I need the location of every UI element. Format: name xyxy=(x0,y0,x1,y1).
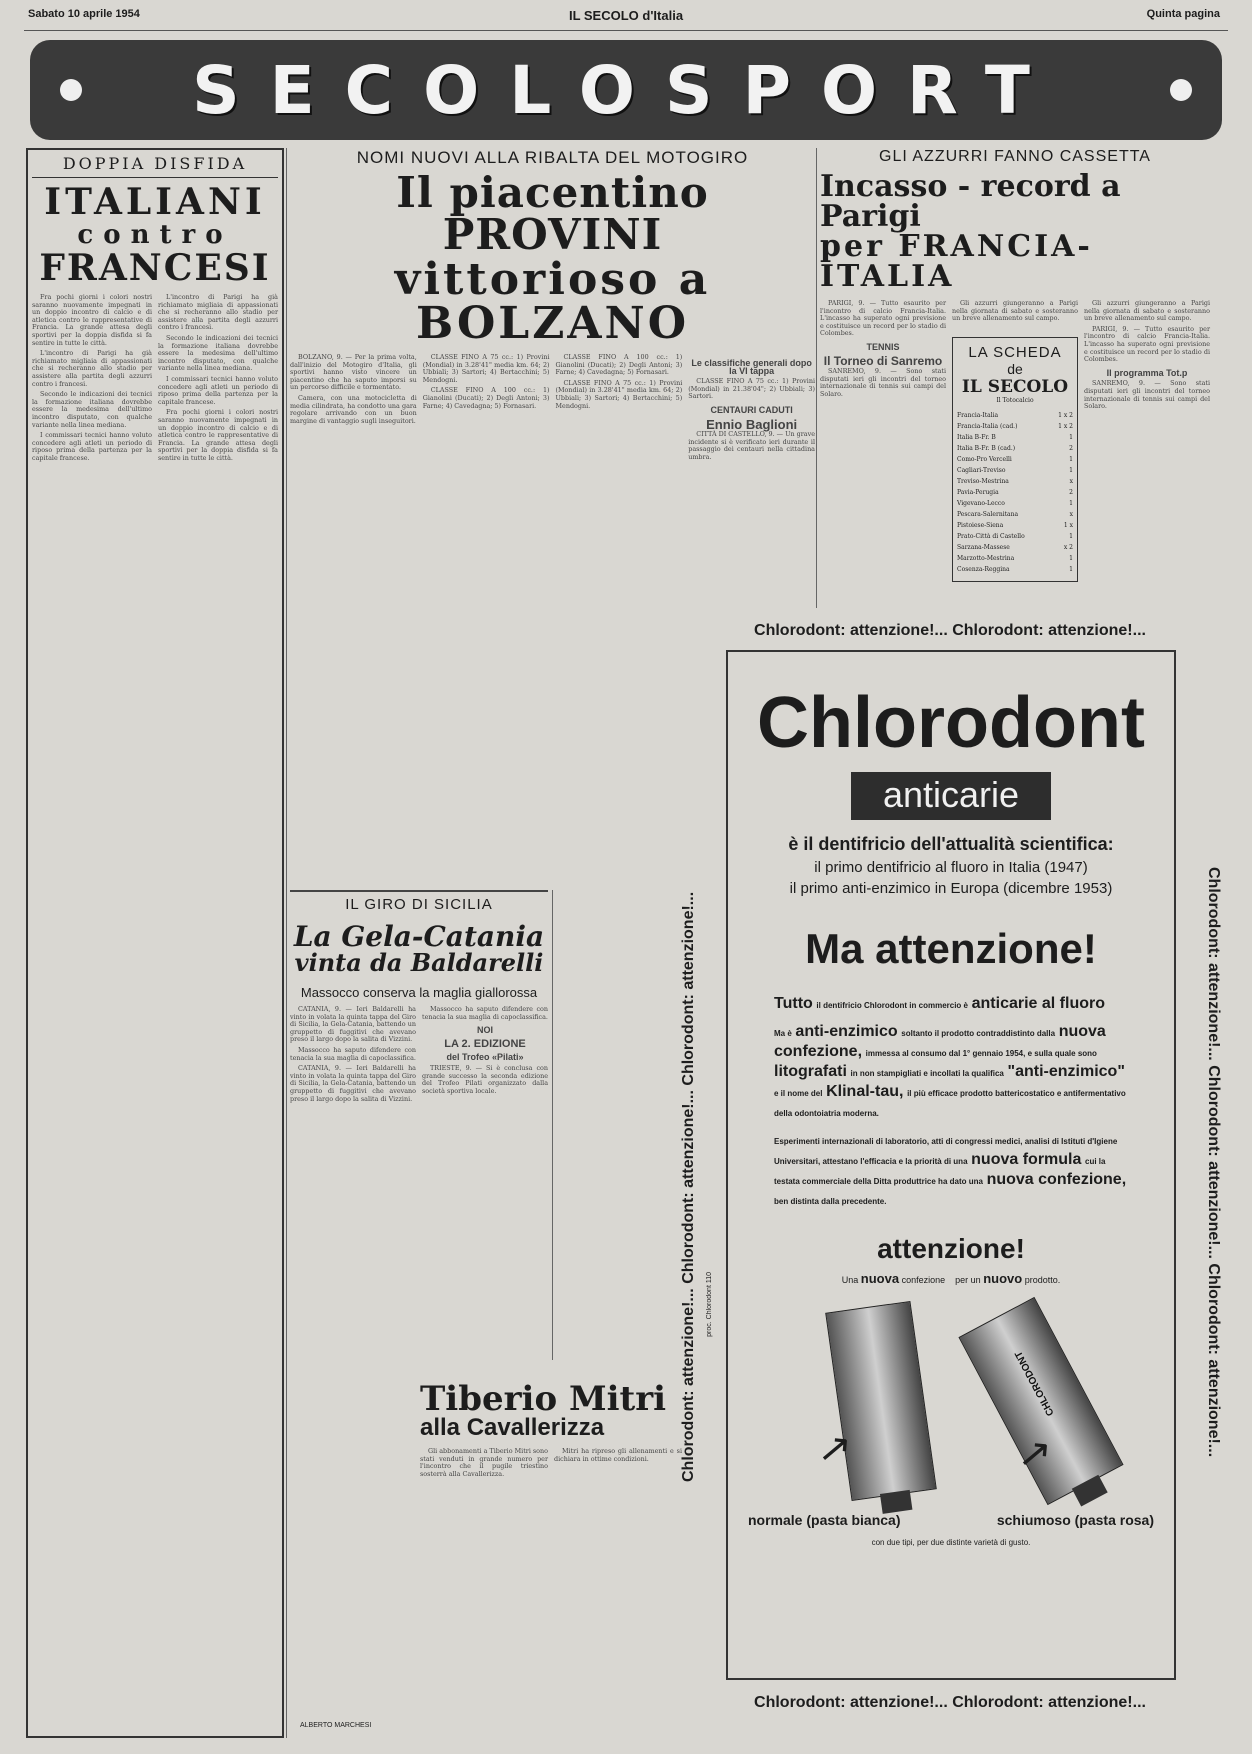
scheda-pick: 1 xyxy=(1069,532,1073,540)
paragraph: I commissari tecnici hanno voluto concedere agli atleti un periodo di riposo prima della partenza per la capitale francese. xyxy=(32,431,152,462)
author-signature: ALBERTO MARCHESI xyxy=(300,1722,372,1729)
ad-text: confezione xyxy=(901,1275,946,1285)
article-body xyxy=(820,300,946,582)
article-kicker: IL GIRO DI SICILIA xyxy=(290,890,548,913)
article-kicker: DOPPIA DISFIDA xyxy=(32,154,278,178)
programma-label: Il programma Tot.p xyxy=(1106,367,1188,378)
scheda-row xyxy=(957,410,1073,421)
ad-text: per un xyxy=(955,1275,981,1285)
ad-sub-2: il primo anti-enzimico in Europa (dicembre 1953) xyxy=(789,880,1113,897)
scheda-pick: 1 xyxy=(1069,466,1073,474)
ad-variants xyxy=(728,1512,1174,1528)
paragraph: Gli azzurri giungeranno a Parigi nella giornata di sabato e sosteranno un breve allenamento sul campo. xyxy=(1084,299,1210,323)
article-body xyxy=(1084,300,1210,582)
variant-normale: normale (pasta bianca) xyxy=(748,1512,901,1528)
tennis-headline: Il Torneo di Sanremo xyxy=(823,353,943,368)
variant-schiumoso: schiumoso (pasta rosa) xyxy=(996,1512,1154,1528)
ad-ma-attenzione: Ma attenzione! xyxy=(805,925,1097,972)
ad-tagline: è il dentifricio dell'attualità scientifica: xyxy=(788,834,1114,854)
article-body xyxy=(422,1006,548,1106)
scheda-match: Vigevano-Lecco xyxy=(957,499,1005,507)
ad-text: Ma è xyxy=(774,1029,792,1038)
article-giro-sicilia xyxy=(290,890,548,1106)
scheda-match: Marzotto-Mestrina xyxy=(957,554,1015,562)
article-tiberio-mitri xyxy=(420,1370,682,1481)
ad-text: immessa al consumo dal 1° gennaio 1954, e sulla quale sono xyxy=(865,1049,1097,1058)
caduti-name: Ennio Baglioni xyxy=(706,416,798,432)
scheda-row xyxy=(957,487,1073,498)
paragraph: CLASSE FINO A 100 cc.: 1) Gianolini (Ducati); 2) Degli Antoni; 3) Farne; 4) Cavedagna; 5) Fornasari. xyxy=(422,386,550,410)
paragraph: CITTÀ DI CASTELLO, 9. — Un grave incidente si è verificato ieri durante il passaggio dei centauri nella cittadina umbra. xyxy=(688,430,815,461)
paragraph: SANREMO, 9. — Sono stati disputati ieri gli incontri del torneo internazionale di tennis sui campi del Solaro. xyxy=(1084,379,1210,411)
ad-text: soltanto il prodotto contraddistinto dalla xyxy=(901,1029,1056,1038)
scheda-match: Pavia-Perugia xyxy=(957,488,999,496)
scheda-match: Cosenza-Reggina xyxy=(957,565,1010,573)
headline-bolzano: vittorioso a BOLZANO xyxy=(394,254,711,349)
ad-text: il più efficace prodotto battericostatico e antifermentativo della odontoiatria moderna. xyxy=(774,1089,1126,1118)
scheda-match: Pistoiese-Siena xyxy=(957,521,1004,529)
ad-text: cui la testata commerciale della Ditta produttrice ha dato una xyxy=(774,1157,1106,1186)
trofeo-label: del Trofeo «Pilati» xyxy=(446,1052,524,1063)
ad-text: Tutto xyxy=(774,995,813,1012)
scheda-match: Italia B-Fr. B xyxy=(957,433,996,441)
ad-text: nuova xyxy=(860,1271,900,1286)
column-divider xyxy=(552,890,553,1360)
chlorodont-advertisement xyxy=(680,622,1222,1712)
scheda-secolo: IL SECOLO xyxy=(961,376,1069,397)
article-body xyxy=(290,354,417,465)
giro-subtitle: Massocco conserva la maglia giallorossa xyxy=(300,985,538,1000)
headline-incasso: Incasso - record a Parigi xyxy=(820,169,1121,234)
paragraph: Massocco ha saputo difendere con tenacia la sua maglia di capoclassifica. xyxy=(290,1045,416,1062)
scheda-row xyxy=(957,498,1073,509)
scheda-pick: x 2 xyxy=(1063,543,1073,551)
article-azzurri xyxy=(820,148,1210,582)
headline-francia-italia: per FRANCIA-ITALIA xyxy=(820,229,1093,294)
secolosport-banner xyxy=(30,40,1222,140)
ad-text: e il nome del xyxy=(774,1089,823,1098)
article-kicker: GLI AZZURRI FANNO CASSETTA xyxy=(879,148,1151,165)
scheda-pick: 1 x xyxy=(1063,521,1073,529)
ad-brand: Chlorodont xyxy=(757,683,1145,763)
scheda-row xyxy=(957,443,1073,454)
scheda-match: Como-Pro Vercelli xyxy=(957,455,1012,463)
scheda-row xyxy=(957,454,1073,465)
paragraph: SANREMO, 9. — Sono stati disputati ieri gli incontri del torneo internazionale di tennis sui campi del Solaro. xyxy=(820,367,946,398)
scheda-row xyxy=(957,421,1073,432)
paragraph: Gli abbonamenti a Tiberio Mitri sono stati venduti in grande numero per l'incontro che il pugile triestino sosterrà alla Cavallerizza. xyxy=(420,1447,548,1478)
scheda-match: Francia-Italia xyxy=(957,411,999,419)
paragraph: CLASSE FINO A 75 cc.: 1) Provini (Mondial) in 3.28'41" media km. 64; 2) Ubbiali; 3) Sartori; 4) Bertacchini; 5) Mendogni. xyxy=(555,378,683,410)
scheda-row xyxy=(957,520,1073,531)
paragraph: Fra pochi giorni i colori nostri saranno nuovamente impegnati in un doppio incontro di calcio e di atletica contro le rappresentative di Francia. La grande attesa degli sportivi per la doppia disfida si fa sentire in tutte le città. xyxy=(158,408,278,462)
ad-sub-1: il primo dentifricio al fluoro in Italia (1947) xyxy=(814,859,1088,876)
ad-inner xyxy=(726,650,1176,1680)
paragraph: Massocco ha saputo difendere con tenacia la sua maglia di capoclassifica. xyxy=(422,1005,548,1021)
headline-cavallerizza: alla Cavallerizza xyxy=(420,1414,605,1441)
banner-title: SECOLOSPORT xyxy=(192,51,1060,129)
column-divider xyxy=(286,148,287,1738)
scheda-table xyxy=(957,410,1073,575)
ad-text: litografati xyxy=(774,1063,847,1080)
paragraph: PARIGI, 9. — Tutto esaurito per l'incontro di calcio Francia-Italia. L'incasso ha superato ogni previsione e costituisce un record per lo stadio di Colombes. xyxy=(1084,324,1210,364)
article-body xyxy=(952,300,1078,323)
paragraph: TRIESTE, 9. — Si è conclusa con grande successo la seconda edizione del Trofeo Pilati organizzato dalla società sportiva locale. xyxy=(422,1063,548,1095)
edizione-label: LA 2. EDIZIONE xyxy=(444,1037,526,1050)
tube-cap xyxy=(880,1490,912,1514)
headline-provini: Il piacentino PROVINI xyxy=(396,168,709,259)
scheda-pick: 1 xyxy=(1069,499,1073,507)
scheda-match: Sarzana-Massese xyxy=(957,543,1010,551)
ad-anticarie: anticarie xyxy=(851,772,1051,820)
tube-label: CHLORODONT xyxy=(1013,1349,1057,1418)
paragraph: Mitri ha ripreso gli allenamenti e si dichiara in ottime condizioni. xyxy=(554,1447,682,1463)
ad-text: "anti-enzimico" xyxy=(1007,1063,1125,1080)
article-body xyxy=(688,354,815,465)
scheda-row xyxy=(957,553,1073,564)
arrow-icon: → xyxy=(1007,1425,1063,1483)
headline-baldarelli: vinta da Baldarelli xyxy=(294,948,544,977)
scheda-pick: 2 xyxy=(1069,488,1073,496)
ad-border-bottom: Chlorodont: attenzione!... Chlorodont: attenzione!... xyxy=(754,1694,1146,1711)
ad-text: ben distinta dalla precedente. xyxy=(774,1197,887,1206)
tennis-kicker: TENNIS xyxy=(866,341,900,352)
ad-text: anticarie al fluoro xyxy=(971,995,1105,1012)
ad-nuova-line xyxy=(728,1271,1174,1286)
ad-border-left: Chlorodont: attenzione!... Chlorodont: attenzione!... Chlorodont: attenzione!... xyxy=(680,891,697,1483)
article-motogiro xyxy=(290,148,815,465)
scheda-row xyxy=(957,476,1073,487)
scheda-pick: 1 x 2 xyxy=(1058,422,1073,430)
paragraph: Gli azzurri giungeranno a Parigi nella giornata di sabato e sosteranno un breve allenamento sul campo. xyxy=(952,299,1078,323)
scheda-match: Francia-Italia (cad.) xyxy=(957,422,1018,430)
ad-text: il dentifricio Chlorodont in commercio è xyxy=(816,1001,968,1010)
scheda-pick: x xyxy=(1069,510,1073,518)
column-divider xyxy=(816,148,817,608)
scheda-de: de xyxy=(1007,360,1023,377)
scheda-pick: x xyxy=(1069,477,1073,485)
paragraph: L'incontro di Parigi ha già richiamato migliaia di appassionati che si recheranno allo stadio per assistere alla partita degli azzurri contro i francesi. xyxy=(158,293,278,332)
article-body xyxy=(420,1448,548,1481)
paragraph: I commissari tecnici hanno voluto concedere agli atleti un periodo di riposo prima della partenza per la capitale francese. xyxy=(158,374,278,406)
scheda-subtitle: Il Totocalcio xyxy=(996,396,1034,404)
ad-text: anti-enzimico xyxy=(795,1023,898,1040)
article-body xyxy=(556,354,683,465)
scheda-row xyxy=(957,465,1073,476)
ad-footnote: con due tipi, per due distinte varietà di gusto. xyxy=(871,1538,1031,1547)
scheda-row xyxy=(957,531,1073,542)
ad-text: nuova confezione, xyxy=(986,1171,1127,1188)
caduti-kicker: CENTAURI CADUTI xyxy=(710,404,793,415)
noi-label: NOI xyxy=(476,1025,493,1036)
scheda-match: Prato-Città di Castello xyxy=(957,532,1025,540)
ad-text: nuova confezione, xyxy=(774,1023,1106,1060)
scheda-row xyxy=(957,509,1073,520)
paragraph: CLASSE FINO A 75 cc.: 1) Provini (Mondial) in 21.38'04"; 2) Ubbiali; 3) Sartori. xyxy=(688,377,815,401)
headline-italiani: ITALIANI xyxy=(44,181,266,223)
paragraph: BOLZANO, 9. — Per la prima volta, dall'inizio del Motogiro d'Italia, gli sportivi hanno visto vincere un piacentino che ha saputo imporsi su un percorso difficile e tormentato. xyxy=(290,353,417,392)
article-body xyxy=(32,294,152,465)
paragraph: Fra pochi giorni i colori nostri saranno nuovamente impegnati in un doppio incontro di calcio e di atletica contro le rappresentative di Francia. La grande attesa degli sportivi per la doppia disfida si fa sentire in tutte le città. xyxy=(32,293,152,347)
ad-border-right: Chlorodont: attenzione!... Chlorodont: attenzione!... Chlorodont: attenzione!... xyxy=(1205,866,1222,1458)
ad-text: prodotto. xyxy=(1024,1275,1061,1285)
article-body xyxy=(158,294,278,465)
scheda-row xyxy=(957,542,1073,553)
top-rule xyxy=(24,30,1228,31)
ad-text: nuovo xyxy=(983,1271,1023,1286)
paragraph: Secondo le indicazioni dei tecnici la formazione italiana dovrebbe essere la medesima dell'ultimo incontro disputato, con qualche variante nella linea mediana. xyxy=(32,390,152,429)
scheda-match: Treviso-Mestrina xyxy=(957,477,1009,485)
paragraph: CLASSE FINO A 100 cc.: 1) Gianolini (Ducati); 2) Degli Antoni; 3) Farne; 4) Cavedagna; 5) Fornasari. xyxy=(555,353,683,377)
ad-body xyxy=(728,995,1174,1211)
ad-tubes xyxy=(728,1296,1174,1506)
ad-code: proc. Chlorodont 110 xyxy=(706,1272,713,1337)
paragraph: Camera, con una motocicletta di media cilindrata, ha condotto una gara regolare arrivando con un buon margine di vantaggio sugli inseguitori. xyxy=(290,393,417,425)
article-body xyxy=(423,354,550,465)
headline-contro: contro xyxy=(77,220,233,250)
paragraph: L'incontro di Parigi ha già richiamato migliaia di appassionati che si recheranno allo stadio per assistere alla partita degli azzurri contro i francesi. xyxy=(32,349,152,388)
paragraph: CLASSE FINO A 75 cc.: 1) Provini (Mondial) in 3.28'41" media km. 64; 2) Ubbiali; 3) Sartori; 4) Bertacchini; 5) Mendogni. xyxy=(422,353,550,384)
ad-text: Una xyxy=(841,1275,859,1285)
scheda-pick: 1 xyxy=(1069,565,1073,573)
scheda-title: LA SCHEDA xyxy=(968,343,1062,361)
scheda-match: Italia B-Fr. B (cad.) xyxy=(957,444,1016,452)
scheda-box xyxy=(952,337,1078,582)
scheda-pick: 1 xyxy=(1069,455,1073,463)
article-body xyxy=(290,1006,416,1106)
ad-border-top: Chlorodont: attenzione!... Chlorodont: attenzione!... xyxy=(754,622,1146,639)
scheda-pick: 1 xyxy=(1069,433,1073,441)
paragraph: PARIGI, 9. — Tutto esaurito per l'incontro di calcio Francia-Italia. L'incasso ha superato ogni previsione e costituisce un record per lo stadio di Colombes. xyxy=(820,299,946,338)
ad-attenzione: attenzione! xyxy=(877,1233,1025,1264)
ad-text: Klinal-tau, xyxy=(826,1083,904,1100)
standings-subhead: Le classifiche generali dopo la VI tappa xyxy=(691,358,812,376)
scheda-row xyxy=(957,564,1073,575)
banner-dot-left xyxy=(60,79,82,101)
article-body xyxy=(554,1448,682,1481)
ad-text: nuova formula xyxy=(971,1151,1082,1168)
masthead: IL SECOLO d'Italia xyxy=(568,8,684,23)
scheda-match: Cagliari-Treviso xyxy=(957,466,1006,474)
paragraph: CATANIA, 9. — Ieri Baldarelli ha vinto in volata la quinta tappa del Giro di Sicilia, la Gela-Catania, battendo un gruppetto di fuggitivi che avevano preso il largo dopo la salita di Vizzini. xyxy=(290,1005,416,1044)
ad-text: in non stampigliati e incollati la qualifica xyxy=(850,1069,1004,1078)
article-kicker: NOMI NUOVI ALLA RIBALTA DEL MOTOGIRO xyxy=(356,148,749,167)
arrow-icon: → xyxy=(807,1420,863,1478)
tube-cap xyxy=(1072,1475,1108,1507)
headline-francesi: FRANCESI xyxy=(39,247,271,289)
issue-date: Sabato 10 aprile 1954 xyxy=(28,8,140,20)
scheda-pick: 1 x 2 xyxy=(1058,411,1073,419)
page-label: Quinta pagina xyxy=(1146,8,1220,20)
scheda-pick: 2 xyxy=(1069,444,1073,452)
scheda-row xyxy=(957,432,1073,443)
scheda-column xyxy=(952,300,1078,582)
scheda-match: Pescara-Salernitana xyxy=(957,510,1019,518)
ad-text: Esperimenti internazionali di laboratorio, atti di congressi medici, analisi di Istituti d'Igiene Universitari, attestano l'efficacia e la priorità di una xyxy=(774,1137,1118,1166)
article-italiani-francesi xyxy=(26,148,284,1738)
paragraph: CATANIA, 9. — Ieri Baldarelli ha vinto in volata la quinta tappa del Giro di Sicilia, la Gela-Catania, battendo un gruppetto di fuggitivi che avevano preso il largo dopo la salita di Vizzini. xyxy=(290,1064,416,1103)
scheda-pick: 1 xyxy=(1069,554,1073,562)
banner-dot-right xyxy=(1170,79,1192,101)
headline-gela-catania: La Gela-Catania xyxy=(293,920,545,953)
headline-tiberio: Tiberio Mitri xyxy=(420,1379,667,1419)
paragraph: Secondo le indicazioni dei tecnici la formazione italiana dovrebbe essere la medesima dell'ultimo incontro disputato, con qualche variante nella linea mediana. xyxy=(158,333,278,373)
